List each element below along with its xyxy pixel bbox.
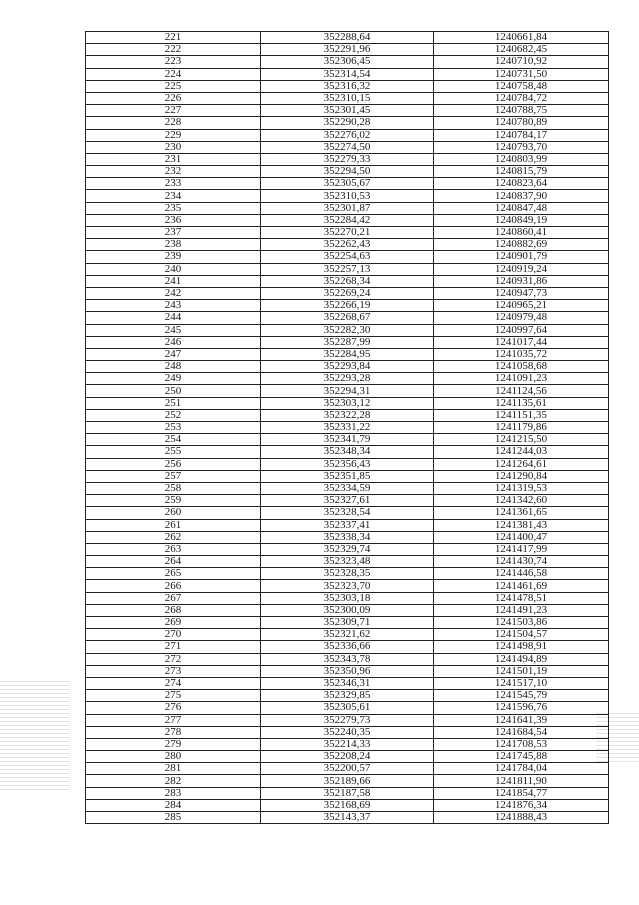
- table-row: [86, 677, 609, 689]
- x-coordinate-cell: 352294,50: [261, 166, 434, 178]
- table-row: [86, 702, 609, 714]
- table-row: [86, 397, 609, 409]
- table-row: [86, 275, 609, 287]
- y-coordinate-cell: 1241504,57: [434, 629, 609, 641]
- point-number-cell: 234: [86, 190, 261, 202]
- y-coordinate-cell: 1241035,72: [434, 348, 609, 360]
- table-row: [86, 763, 609, 775]
- y-coordinate-cell: 1241545,79: [434, 690, 609, 702]
- point-number-cell: 251: [86, 397, 261, 409]
- y-coordinate-cell: 1240947,73: [434, 287, 609, 299]
- table-row: [86, 446, 609, 458]
- y-coordinate-cell: 1241811,90: [434, 775, 609, 787]
- table-row: [86, 568, 609, 580]
- x-coordinate-cell: 352356,43: [261, 458, 434, 470]
- table-row: [86, 348, 609, 360]
- y-coordinate-cell: 1241784,04: [434, 763, 609, 775]
- point-number-cell: 283: [86, 787, 261, 799]
- point-number-cell: 281: [86, 763, 261, 775]
- point-number-cell: 277: [86, 714, 261, 726]
- table-row: [86, 44, 609, 56]
- y-coordinate-cell: 1241641,39: [434, 714, 609, 726]
- point-number-cell: 254: [86, 434, 261, 446]
- x-coordinate-cell: 352346,31: [261, 677, 434, 689]
- y-coordinate-cell: 1240965,21: [434, 300, 609, 312]
- y-coordinate-cell: 1241517,10: [434, 677, 609, 689]
- y-coordinate-cell: 1240661,84: [434, 32, 609, 44]
- x-coordinate-cell: 352284,95: [261, 348, 434, 360]
- y-coordinate-cell: 1241135,61: [434, 397, 609, 409]
- table-row: [86, 799, 609, 811]
- point-number-cell: 252: [86, 409, 261, 421]
- table-row: [86, 312, 609, 324]
- x-coordinate-cell: 352341,79: [261, 434, 434, 446]
- point-number-cell: 226: [86, 92, 261, 104]
- y-coordinate-cell: 1241058,68: [434, 361, 609, 373]
- table-row: [86, 665, 609, 677]
- x-coordinate-cell: 352321,62: [261, 629, 434, 641]
- table-row: [86, 141, 609, 153]
- point-number-cell: 282: [86, 775, 261, 787]
- point-number-cell: 256: [86, 458, 261, 470]
- y-coordinate-cell: 1241151,35: [434, 409, 609, 421]
- table-row: [86, 287, 609, 299]
- point-number-cell: 274: [86, 677, 261, 689]
- x-coordinate-cell: 352268,67: [261, 312, 434, 324]
- x-coordinate-cell: 352305,61: [261, 702, 434, 714]
- point-number-cell: 247: [86, 348, 261, 360]
- point-number-cell: 238: [86, 239, 261, 251]
- y-coordinate-cell: 1241091,23: [434, 373, 609, 385]
- table-row: [86, 641, 609, 653]
- y-coordinate-cell: 1241745,88: [434, 751, 609, 763]
- x-coordinate-cell: 352328,54: [261, 507, 434, 519]
- y-coordinate-cell: 1241361,65: [434, 507, 609, 519]
- table-row: [86, 751, 609, 763]
- x-coordinate-cell: 352143,37: [261, 812, 434, 824]
- table-row: [86, 324, 609, 336]
- y-coordinate-cell: 1240979,48: [434, 312, 609, 324]
- y-coordinate-cell: 1240682,45: [434, 44, 609, 56]
- table-row: [86, 556, 609, 568]
- table-row: [86, 482, 609, 494]
- x-coordinate-cell: 352305,67: [261, 178, 434, 190]
- x-coordinate-cell: 352327,61: [261, 495, 434, 507]
- y-coordinate-cell: 1240731,50: [434, 68, 609, 80]
- y-coordinate-cell: 1241888,43: [434, 812, 609, 824]
- point-number-cell: 232: [86, 166, 261, 178]
- table-row: [86, 714, 609, 726]
- y-coordinate-cell: 1241876,34: [434, 799, 609, 811]
- table-row: [86, 239, 609, 251]
- x-coordinate-cell: 352329,74: [261, 543, 434, 555]
- point-number-cell: 260: [86, 507, 261, 519]
- point-number-cell: 235: [86, 202, 261, 214]
- x-coordinate-cell: 352187,58: [261, 787, 434, 799]
- table-row: [86, 519, 609, 531]
- point-number-cell: 221: [86, 32, 261, 44]
- point-number-cell: 268: [86, 604, 261, 616]
- table-row: [86, 227, 609, 239]
- table-row: [86, 385, 609, 397]
- point-number-cell: 266: [86, 580, 261, 592]
- y-coordinate-cell: 1240882,69: [434, 239, 609, 251]
- point-number-cell: 265: [86, 568, 261, 580]
- point-number-cell: 279: [86, 738, 261, 750]
- x-coordinate-cell: 352328,35: [261, 568, 434, 580]
- table-row: [86, 251, 609, 263]
- y-coordinate-cell: 1241498,91: [434, 641, 609, 653]
- x-coordinate-cell: 352300,09: [261, 604, 434, 616]
- y-coordinate-cell: 1240803,99: [434, 153, 609, 165]
- y-coordinate-cell: 1241503,86: [434, 617, 609, 629]
- x-coordinate-cell: 352290,28: [261, 117, 434, 129]
- table-row: [86, 56, 609, 68]
- table-row: [86, 653, 609, 665]
- point-number-cell: 259: [86, 495, 261, 507]
- x-coordinate-cell: 352287,99: [261, 336, 434, 348]
- point-number-cell: 222: [86, 44, 261, 56]
- table-row: [86, 617, 609, 629]
- point-number-cell: 271: [86, 641, 261, 653]
- x-coordinate-cell: 352208,24: [261, 751, 434, 763]
- y-coordinate-cell: 1240780,89: [434, 117, 609, 129]
- point-number-cell: 233: [86, 178, 261, 190]
- point-number-cell: 269: [86, 617, 261, 629]
- table-row: [86, 775, 609, 787]
- table-row: [86, 690, 609, 702]
- x-coordinate-cell: 352303,18: [261, 592, 434, 604]
- coordinate-table: [85, 31, 609, 824]
- x-coordinate-cell: 352168,69: [261, 799, 434, 811]
- y-coordinate-cell: 1241854,77: [434, 787, 609, 799]
- x-coordinate-cell: 352288,64: [261, 32, 434, 44]
- point-number-cell: 239: [86, 251, 261, 263]
- y-coordinate-cell: 1241017,44: [434, 336, 609, 348]
- y-coordinate-cell: 1241342,60: [434, 495, 609, 507]
- x-coordinate-cell: 352310,15: [261, 92, 434, 104]
- y-coordinate-cell: 1241381,43: [434, 519, 609, 531]
- x-coordinate-cell: 352331,22: [261, 422, 434, 434]
- point-number-cell: 253: [86, 422, 261, 434]
- point-number-cell: 280: [86, 751, 261, 763]
- table-row: [86, 495, 609, 507]
- point-number-cell: 230: [86, 141, 261, 153]
- y-coordinate-cell: 1241708,53: [434, 738, 609, 750]
- y-coordinate-cell: 1240758,48: [434, 80, 609, 92]
- point-number-cell: 276: [86, 702, 261, 714]
- x-coordinate-cell: 352279,73: [261, 714, 434, 726]
- y-coordinate-cell: 1241501,19: [434, 665, 609, 677]
- x-coordinate-cell: 352350,96: [261, 665, 434, 677]
- x-coordinate-cell: 352270,21: [261, 227, 434, 239]
- x-coordinate-cell: 352293,28: [261, 373, 434, 385]
- point-number-cell: 231: [86, 153, 261, 165]
- x-coordinate-cell: 352200,57: [261, 763, 434, 775]
- point-number-cell: 272: [86, 653, 261, 665]
- x-coordinate-cell: 352279,33: [261, 153, 434, 165]
- table-row: [86, 604, 609, 616]
- point-number-cell: 236: [86, 214, 261, 226]
- y-coordinate-cell: 1241290,84: [434, 470, 609, 482]
- point-number-cell: 224: [86, 68, 261, 80]
- point-number-cell: 275: [86, 690, 261, 702]
- point-number-cell: 273: [86, 665, 261, 677]
- y-coordinate-cell: 1241491,23: [434, 604, 609, 616]
- y-coordinate-cell: 1241461,69: [434, 580, 609, 592]
- point-number-cell: 261: [86, 519, 261, 531]
- y-coordinate-cell: 1241596,76: [434, 702, 609, 714]
- point-number-cell: 255: [86, 446, 261, 458]
- point-number-cell: 278: [86, 726, 261, 738]
- x-coordinate-cell: 352343,78: [261, 653, 434, 665]
- y-coordinate-cell: 1241478,51: [434, 592, 609, 604]
- y-coordinate-cell: 1241494,89: [434, 653, 609, 665]
- table-row: [86, 580, 609, 592]
- point-number-cell: 241: [86, 275, 261, 287]
- table-row: [86, 470, 609, 482]
- table-row: [86, 32, 609, 44]
- x-coordinate-cell: 352257,13: [261, 263, 434, 275]
- y-coordinate-cell: 1240710,92: [434, 56, 609, 68]
- point-number-cell: 284: [86, 799, 261, 811]
- y-coordinate-cell: 1241417,99: [434, 543, 609, 555]
- point-number-cell: 262: [86, 531, 261, 543]
- table-row: [86, 507, 609, 519]
- x-coordinate-cell: 352334,59: [261, 482, 434, 494]
- x-coordinate-cell: 352284,42: [261, 214, 434, 226]
- x-coordinate-cell: 352293,84: [261, 361, 434, 373]
- y-coordinate-cell: 1241430,74: [434, 556, 609, 568]
- table-row: [86, 373, 609, 385]
- y-coordinate-cell: 1241179,86: [434, 422, 609, 434]
- table-row: [86, 726, 609, 738]
- x-coordinate-cell: 352351,85: [261, 470, 434, 482]
- y-coordinate-cell: 1241264,61: [434, 458, 609, 470]
- x-coordinate-cell: 352269,24: [261, 287, 434, 299]
- x-coordinate-cell: 352291,96: [261, 44, 434, 56]
- x-coordinate-cell: 352309,71: [261, 617, 434, 629]
- x-coordinate-cell: 352274,50: [261, 141, 434, 153]
- x-coordinate-cell: 352337,41: [261, 519, 434, 531]
- table-row: [86, 629, 609, 641]
- table-row: [86, 129, 609, 141]
- y-coordinate-cell: 1240901,79: [434, 251, 609, 263]
- table-row: [86, 80, 609, 92]
- y-coordinate-cell: 1240784,72: [434, 92, 609, 104]
- y-coordinate-cell: 1241446,58: [434, 568, 609, 580]
- x-coordinate-cell: 352301,87: [261, 202, 434, 214]
- x-coordinate-cell: 352348,34: [261, 446, 434, 458]
- point-number-cell: 244: [86, 312, 261, 324]
- point-number-cell: 245: [86, 324, 261, 336]
- point-number-cell: 243: [86, 300, 261, 312]
- y-coordinate-cell: 1241244,03: [434, 446, 609, 458]
- y-coordinate-cell: 1241215,50: [434, 434, 609, 446]
- table-row: [86, 117, 609, 129]
- y-coordinate-cell: 1240919,24: [434, 263, 609, 275]
- table-row: [86, 409, 609, 421]
- point-number-cell: 229: [86, 129, 261, 141]
- table-row: [86, 422, 609, 434]
- point-number-cell: 249: [86, 373, 261, 385]
- x-coordinate-cell: 352189,66: [261, 775, 434, 787]
- x-coordinate-cell: 352306,45: [261, 56, 434, 68]
- point-number-cell: 248: [86, 361, 261, 373]
- x-coordinate-cell: 352303,12: [261, 397, 434, 409]
- y-coordinate-cell: 1241124,56: [434, 385, 609, 397]
- y-coordinate-cell: 1241684,54: [434, 726, 609, 738]
- table-row: [86, 787, 609, 799]
- point-number-cell: 242: [86, 287, 261, 299]
- point-number-cell: 263: [86, 543, 261, 555]
- x-coordinate-cell: 352276,02: [261, 129, 434, 141]
- x-coordinate-cell: 352254,63: [261, 251, 434, 263]
- table-row: [86, 178, 609, 190]
- point-number-cell: 257: [86, 470, 261, 482]
- table-row: [86, 434, 609, 446]
- x-coordinate-cell: 352262,43: [261, 239, 434, 251]
- table-row: [86, 531, 609, 543]
- y-coordinate-cell: 1240784,17: [434, 129, 609, 141]
- table-row: [86, 300, 609, 312]
- table-row: [86, 202, 609, 214]
- table-row: [86, 105, 609, 117]
- y-coordinate-cell: 1240837,90: [434, 190, 609, 202]
- point-number-cell: 270: [86, 629, 261, 641]
- y-coordinate-cell: 1240815,79: [434, 166, 609, 178]
- table-row: [86, 190, 609, 202]
- table-row: [86, 92, 609, 104]
- x-coordinate-cell: 352282,30: [261, 324, 434, 336]
- point-number-cell: 240: [86, 263, 261, 275]
- table-row: [86, 361, 609, 373]
- x-coordinate-cell: 352316,32: [261, 80, 434, 92]
- y-coordinate-cell: 1241319,53: [434, 482, 609, 494]
- scan-smudge-left: [0, 680, 70, 790]
- point-number-cell: 246: [86, 336, 261, 348]
- point-number-cell: 237: [86, 227, 261, 239]
- x-coordinate-cell: 352294,31: [261, 385, 434, 397]
- x-coordinate-cell: 352214,33: [261, 738, 434, 750]
- x-coordinate-cell: 352322,28: [261, 409, 434, 421]
- point-number-cell: 250: [86, 385, 261, 397]
- x-coordinate-cell: 352323,70: [261, 580, 434, 592]
- y-coordinate-cell: 1241400,47: [434, 531, 609, 543]
- table-row: [86, 543, 609, 555]
- point-number-cell: 264: [86, 556, 261, 568]
- table-row: [86, 153, 609, 165]
- y-coordinate-cell: 1240823,64: [434, 178, 609, 190]
- x-coordinate-cell: 352338,34: [261, 531, 434, 543]
- x-coordinate-cell: 352323,48: [261, 556, 434, 568]
- x-coordinate-cell: 352301,45: [261, 105, 434, 117]
- table-row: [86, 336, 609, 348]
- point-number-cell: 227: [86, 105, 261, 117]
- x-coordinate-cell: 352240,35: [261, 726, 434, 738]
- y-coordinate-cell: 1240793,70: [434, 141, 609, 153]
- table-row: [86, 458, 609, 470]
- x-coordinate-cell: 352310,53: [261, 190, 434, 202]
- table-row: [86, 166, 609, 178]
- point-number-cell: 228: [86, 117, 261, 129]
- table-row: [86, 68, 609, 80]
- y-coordinate-cell: 1240997,64: [434, 324, 609, 336]
- table-row: [86, 263, 609, 275]
- x-coordinate-cell: 352336,66: [261, 641, 434, 653]
- x-coordinate-cell: 352314,54: [261, 68, 434, 80]
- x-coordinate-cell: 352266,19: [261, 300, 434, 312]
- y-coordinate-cell: 1240860,41: [434, 227, 609, 239]
- y-coordinate-cell: 1240847,48: [434, 202, 609, 214]
- table-row: [86, 812, 609, 824]
- point-number-cell: 223: [86, 56, 261, 68]
- y-coordinate-cell: 1240788,75: [434, 105, 609, 117]
- point-number-cell: 225: [86, 80, 261, 92]
- table-row: [86, 592, 609, 604]
- table-row: [86, 738, 609, 750]
- point-number-cell: 285: [86, 812, 261, 824]
- table-row: [86, 214, 609, 226]
- x-coordinate-cell: 352268,34: [261, 275, 434, 287]
- point-number-cell: 267: [86, 592, 261, 604]
- point-number-cell: 258: [86, 482, 261, 494]
- x-coordinate-cell: 352329,85: [261, 690, 434, 702]
- y-coordinate-cell: 1240931,86: [434, 275, 609, 287]
- y-coordinate-cell: 1240849,19: [434, 214, 609, 226]
